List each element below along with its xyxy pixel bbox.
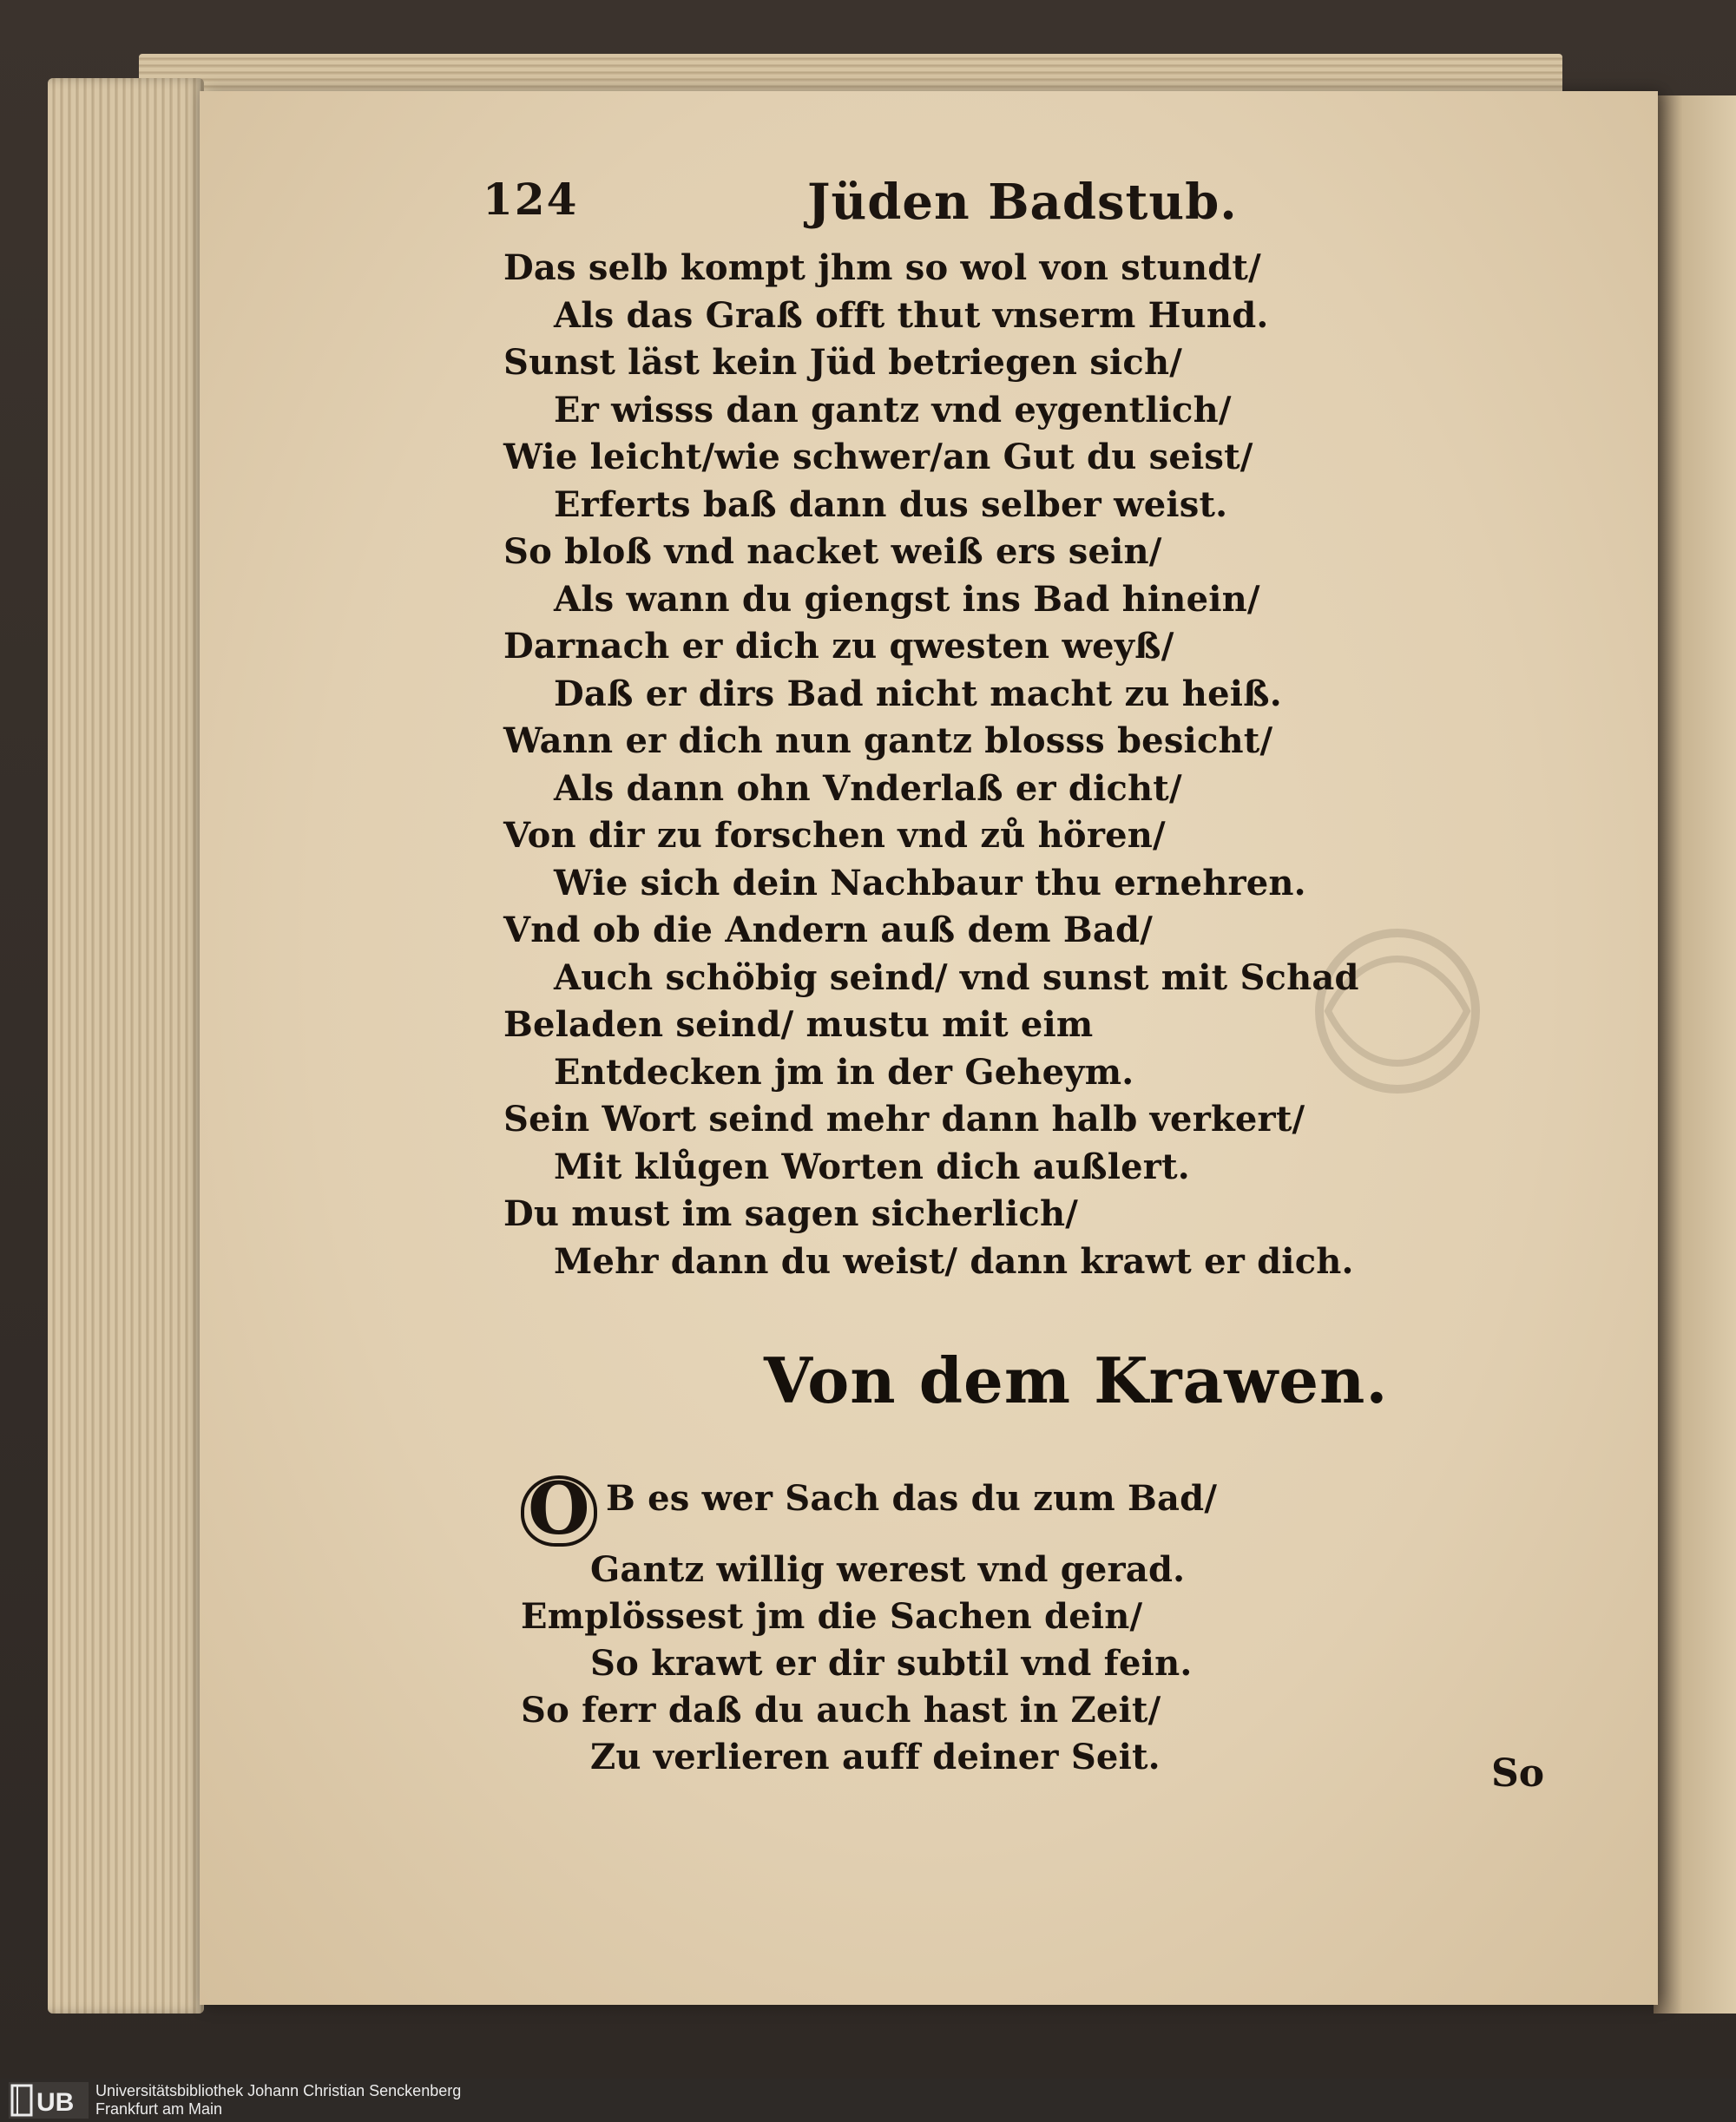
verse-line: Wann er dich nun gantz blosss besicht/ [503,720,1273,761]
svg-text:UB: UB [36,2088,75,2117]
verse-line: Gantz willig werest vnd gerad. [590,1549,1186,1590]
verse-line: Mehr dann du weist/ dann krawt er dich. [554,1240,1354,1282]
verse-line: Emplössest jm die Sachen dein/ [521,1596,1143,1637]
library-footer [0,2079,1736,2122]
verse-line: Beladen seind/ mustu mit eim [503,1004,1094,1045]
verse-line: B es wer Sach das du zum Bad/ [606,1478,1218,1519]
verse-line: So bloß vnd nacket weiß ers sein/ [503,531,1162,572]
page-number: 124 [483,174,579,225]
ub-logo-icon [9,2082,89,2119]
verse-block-2 [521,1468,1302,1781]
page-header [469,174,1250,243]
verse-line: Auch schöbig seind/ vnd sunst mit Schad [554,956,1359,998]
verse-line: Darnach er dich zu qwesten weyß/ [503,626,1174,667]
verse-line: Mit klůgen Worten dich außlert. [554,1146,1190,1187]
bleed-through-ornament [1293,907,1502,1115]
catchword: So [1491,1751,1545,1796]
book-gutter [1654,95,1736,2014]
book-page-edges [48,78,204,2014]
verse-line: Entdecken jm in der Geheym. [554,1051,1134,1093]
running-title: Jüden Badstub. [807,174,1238,231]
verse-line: Von dir zu forschen vnd zů hören/ [503,815,1166,856]
verse-line: Zu verlieren auff deiner Seit. [590,1737,1161,1777]
section-heading: Von dem Krawen. [764,1343,1389,1417]
library-name: Universitätsbibliothek Johann Christian Senckenberg [95,2082,462,2099]
verse-line: Als wann du giengst ins Bad hinein/ [554,578,1260,620]
verse-line: Wie leicht/wie schwer/an Gut du seist/ [503,437,1253,477]
verse-line: So ferr daß du auch hast in Zeit/ [521,1690,1161,1731]
verse-line: Als das Graß offt thut vnserm Hund. [554,294,1269,336]
verse-line: Du must im sagen sicherlich/ [503,1193,1079,1234]
verse-line: So krawt er dir subtil vnd fein. [590,1643,1193,1684]
verse-line: Wie sich dein Nachbaur thu ernehren. [554,862,1306,903]
verse-line: Als dann ohn Vnderlaß er dicht/ [554,767,1182,809]
verse-line: Sunst läst kein Jüd betriegen sich/ [503,342,1183,383]
library-city: Frankfurt am Main [95,2100,223,2118]
verse-line: Sein Wort seind mehr dann halb verkert/ [503,1099,1305,1140]
verse-line: Erferts baß dann dus selber weist. [554,483,1228,525]
verse-block-1 [503,245,1359,1285]
verse-line: Vnd ob die Andern auß dem Bad/ [503,910,1154,950]
verse-line: Er wisss dan gantz vnd eygentlich/ [554,389,1232,430]
verse-line: Daß er dirs Bad nicht macht zu heiß. [554,673,1282,714]
verse-line: Das selb kompt jhm so wol von stundt/ [503,247,1261,288]
drop-cap: O [521,1475,597,1547]
verse-first-line [521,1468,1302,1551]
